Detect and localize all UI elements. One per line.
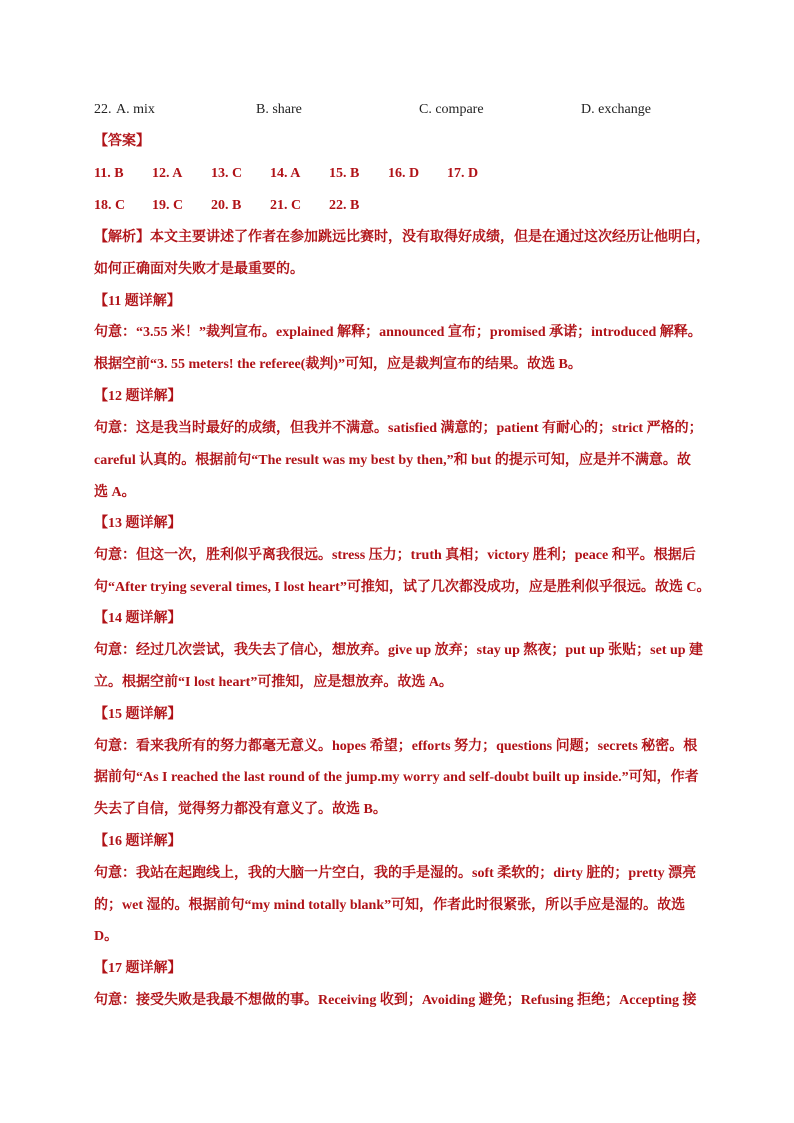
explanation-header-15: 【15 题详解】 — [94, 707, 182, 722]
explanation-line: 句意：看来我所有的努力都毫无意义。hopes 希望；efforts 努力；questions 问题；secrets 秘密。根 — [94, 739, 698, 754]
explanation-line: 据前句“As I reached the last round of the jump.my worry and self-doubt built up inside.”可知，作者 — [94, 770, 699, 785]
explanation-line: 句“After trying several times, I lost heart”可推知，试了几次都没成功，应是胜利似乎很远。故选 C。 — [94, 580, 711, 595]
explanation-header-11: 【11 题详解】 — [94, 294, 181, 309]
explanation-line: 选 A。 — [94, 485, 136, 500]
option-b: B. share — [256, 102, 302, 117]
answer-item: 13. C — [211, 166, 243, 181]
answer-item: 16. D — [388, 166, 420, 181]
explanation-line: 句意：经过几次尝试，我失去了信心，想放弃。give up 放弃；stay up 熬夜；put up 张贴；set up 建 — [94, 643, 704, 658]
explanation-line: 句意：我站在起跑线上，我的大脑一片空白，我的手是湿的。soft 柔软的；dirty 脏的；pretty 漂亮 — [94, 866, 697, 881]
explanation-line: 句意：这是我当时最好的成绩，但我并不满意。satisfied 满意的；patient 有耐心的；strict 严格的； — [94, 421, 703, 436]
option-a: A. mix — [116, 102, 155, 117]
answer-item: 17. D — [447, 166, 479, 181]
explanation-line: 根据空前“3. 55 meters! the referee(裁判)”可知，应是裁判宣布的结果。故选 B。 — [94, 357, 582, 372]
explanation-header-13: 【13 题详解】 — [94, 516, 182, 531]
answer-item: 20. B — [211, 198, 242, 213]
explanation-header-17: 【17 题详解】 — [94, 961, 182, 976]
explanation-header-14: 【14 题详解】 — [94, 611, 182, 626]
answers-row-2 — [94, 196, 694, 216]
explanation-line: careful 认真的。根据前句“The result was my best by then,”和 but 的提示可知，应是并不满意。故 — [94, 453, 691, 468]
answers-row-1 — [94, 164, 694, 184]
answer-item: 22. B — [329, 198, 360, 213]
analysis-line: 如何正确面对失败才是最重要的。 — [94, 262, 304, 277]
analysis-line: 【解析】本文主要讲述了作者在参加跳远比赛时，没有取得好成绩，但是在通过这次经历让他明白， — [94, 230, 710, 245]
explanation-line: D。 — [94, 929, 119, 944]
answer-item: 21. C — [270, 198, 302, 213]
explanation-line: 句意：接受失败是我最不想做的事。Receiving 收到；Avoiding 避免；Refusing 拒绝；Accepting 接 — [94, 993, 697, 1008]
explanation-line: 句意：但这一次，胜利似乎离我很远。stress 压力；truth 真相；victory 胜利；peace 和平。根据后 — [94, 548, 696, 563]
explanation-header-16: 【16 题详解】 — [94, 834, 182, 849]
answer-item: 15. B — [329, 166, 360, 181]
option-d: D. exchange — [581, 102, 651, 117]
answer-item: 19. C — [152, 198, 184, 213]
question-22-number: 22. — [94, 102, 112, 117]
answer-item: 11. B — [94, 166, 124, 181]
answer-item: 12. A — [152, 166, 183, 181]
question-22-options — [94, 100, 694, 120]
explanation-header-12: 【12 题详解】 — [94, 389, 182, 404]
answer-header: 【答案】 — [94, 134, 150, 149]
answer-item: 18. C — [94, 198, 126, 213]
explanation-line: 的；wet 湿的。根据前句“my mind totally blank”可知，作者此时很紧张，所以手应是湿的。故选 — [94, 898, 686, 913]
explanation-line: 失去了自信，觉得努力都没有意义了。故选 B。 — [94, 802, 387, 817]
explanation-line: 句意：“3.55 米！”裁判宣布。explained 解释；announced 宣布；promised 承诺；introduced 解释。 — [94, 325, 702, 340]
explanation-line: 立。根据空前“I lost heart”可推知，应是想放弃。故选 A。 — [94, 675, 453, 690]
answer-item: 14. A — [270, 166, 301, 181]
option-c: C. compare — [419, 102, 484, 117]
